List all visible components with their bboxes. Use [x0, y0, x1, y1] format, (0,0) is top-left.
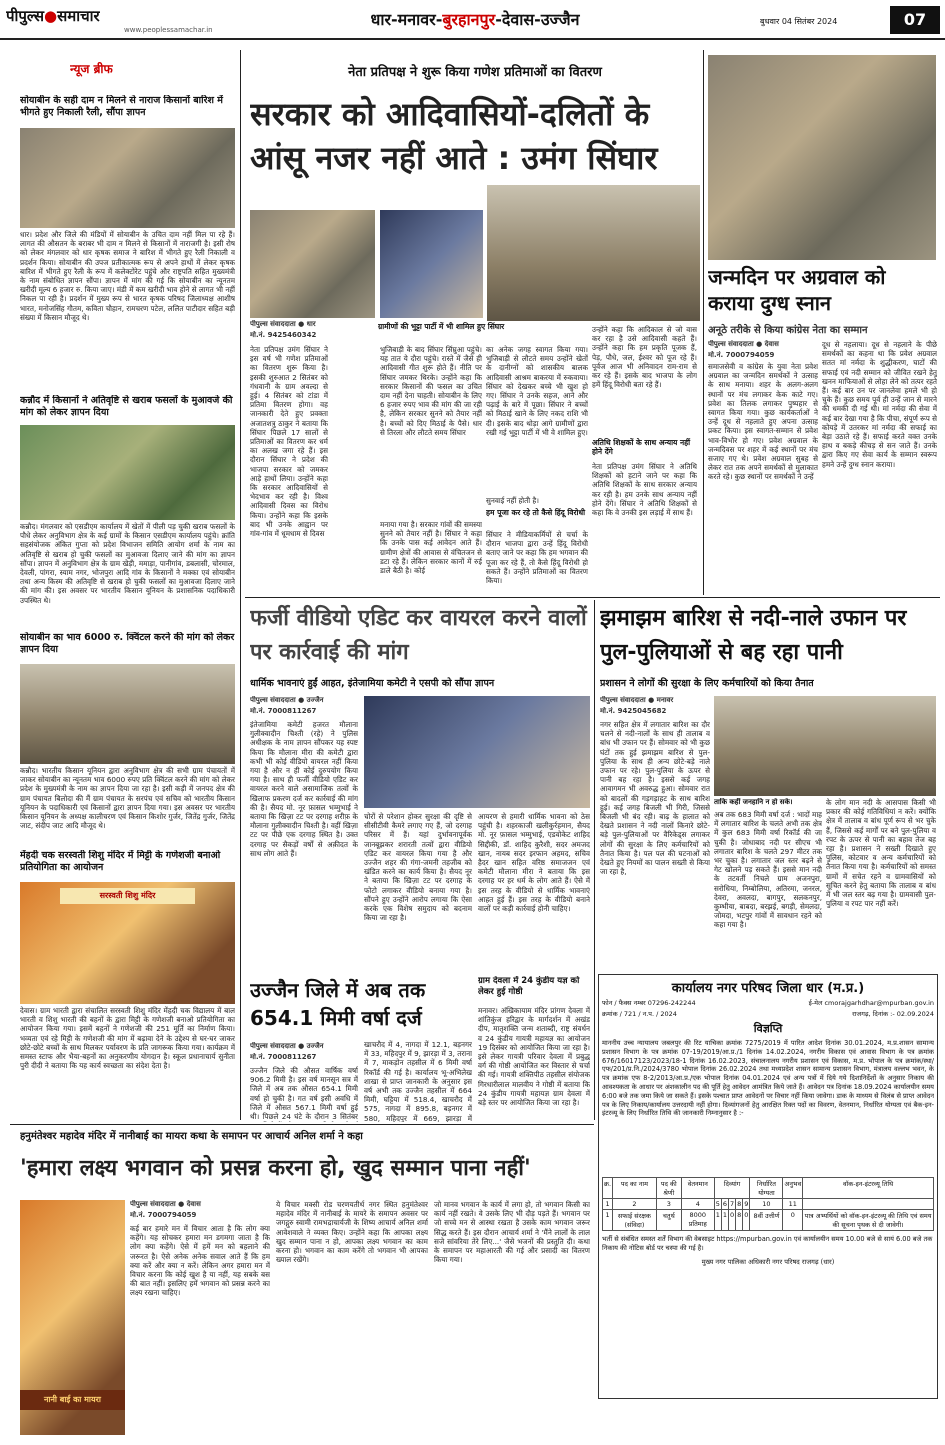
video-photo	[364, 696, 590, 808]
lead-col-5: सिंघार ने मीडियाकर्मियों से चर्चा के दौरान भाजपा द्वारा उन्हें हिंदू विरोधी बताए जाने पर कहा कि हम भगवान की पूजा कर रहे हैं, तो कैसे हिंदू विरोधी हो सकते हैं। उन्होंने प्रतिमाओं का वितरण किया।	[486, 530, 588, 586]
column-rule-right	[703, 50, 704, 595]
notice-table-row	[603, 1210, 934, 1231]
notice-th: अनुभव	[783, 1178, 803, 1199]
ujjain-rain-byline: पीपुल्स संवाददाता ● उज्जैन	[250, 1042, 324, 1050]
lead-photo-1	[250, 210, 375, 318]
lead-photo-2	[380, 210, 483, 318]
birthday-col-2: दूध से नहलाया। दूध से नहलाने के पीछे समर्थकों का कहना था कि प्रवेश अग्रवाल सतत मां नर्मदा के शुद्धीकरण, घाटों की सफाई एवं नदी सम्मान को जीवित रखने हेतु खनन माफियाओं से लोहा लेने को तत्पर रहते हैं। कई बार उन पर जानलेवा हमले भी हो चुके हैं। कुछ समय पूर्व ही उन्हें जान से मारने की धमकी दी गई थी। मां नर्मदा की सेवा में कई बार देखा गया है कि पीचा, संपूर्ण रूप से कोयड़े में उतरकर मां नर्मदा की सफाई का बेड़ा उठाते रहे हैं। सफाई करते वक्त उनके हाथ व बकड़े कीचड़ से सन जाते हैं। उनके द्वारा किए गए सेवा कार्य के सम्मान स्वरूप हमने उन्हें दुग्ध स्नान कराया।	[822, 340, 937, 469]
notice-cell: 0	[729, 1210, 736, 1231]
video-col-3: आयरण से हमारी धार्मिक भावना को ठेस पहुंची है। शहरकाजी खलीकुर्रहमान, सैयद मो. नूर फ़ासल भम्मुभाई, एडवोकेट शाहिद सिद्दीकी, डॉ. शाहिद कुरैशी, सदर अमजद खान, नायब सदर इरफान अहमद, सचिव हैदर खान सहित वरिष्ठ समाजजन एवं कमेटी मौलाना मीरा ने बताया कि इस दरगाह पर हर धर्म के लोग आते हैं। ऐसे में इस तरह के वीडियो से धार्मिक भावनाएं आहत हुई हैं। इस तरह के वीडियो बनाने वालों पर कड़ी कार्रवाई होनी चाहिए।	[478, 812, 590, 914]
flood-headline-text: झमाझम बारिश से नदी-नाले उफान पर पुल-पुलियाओं से बह रहा पानी	[600, 606, 907, 665]
notice-email[interactable]: ई-मेल cmorajgarhdhar@mpurban.gov.in	[808, 999, 934, 1007]
ujjain-rain-col-2: खाचरौद में 4, नागदा में 12.1, बड़नगर में 33, महिदपुर में 9, झारड़ा में 3, तराना में 7, माकड़ोन तहसील में 6 मिमी वर्षा रिकॉर्ड की गई है। कार्यालय भू-अभिलेख शाखा से प्राप्त जानकारी के अनुसार इस वर्ष अभी तक उज्जैन तहसील में 664 मिमी, घट्टिया में 518.4, खाचरौद में 575, नागदा में 895.8, बड़नगर में 580, महिदपुर में 669, झारड़ा में	[364, 1040, 472, 1122]
brief-3-photo	[20, 664, 235, 764]
flood-col-3: के लोग मान नदी के आसपास किसी भी प्रकार की कोई गतिविधियां न करें। क्योंकि क्षेत्र में तालाब व बांध पूर्ण रूप से भर चुके हैं, जिससे कई मार्गों पर बने पुल-पुलिया व रपट के ऊपर से पानी का बहाव तेज बह रहा है। प्रशासन ने सख्ती दिखाते हुए पुलिस, कोटवार व अन्य कर्मचारियों को तैनात किया गया है। कर्मचारियों को समस्त ग्रामों में सचेत रहने व ग्रामवासियों को सूचित करने हेतु बताया कि तालाब व बांध में भी जल स्तर बढ़ गया है। ग्रामवासी पुल-पुलिया व रपट पार नहीं करें।	[826, 798, 936, 909]
notice-num	[803, 1199, 934, 1210]
notice-table-header	[603, 1178, 934, 1199]
notice-date: राजगढ़, दिनांक :- 02.09.2024	[852, 1010, 934, 1018]
notice-table	[602, 1177, 934, 1231]
flood-caption: ताकि कहीं जनहानि न हो सके।	[714, 798, 793, 806]
lead-photo-3	[487, 185, 700, 321]
birthday-headline-text: जन्मदिन पर अग्रवाल को कराया दुग्ध स्नान	[708, 265, 886, 315]
flood-headline	[600, 602, 936, 674]
lead-headline-text: सरकार को आदिवासियों-दलितों के आंसू नजर नहीं आते : उमंग सिंघार	[250, 95, 658, 177]
lead-kicker-text: नेता प्रतिपक्ष ने शुरू किया गणेश प्रतिमाओं का वितरण	[348, 65, 602, 80]
notice-cell: 0	[743, 1210, 750, 1231]
lead-col-2: भुजिबाड़ी के बाद सिंघार सिंघ्रुआ पहुंचे। यह तात ये दौरा पहुंचे। रास्ते में जैसे ही आदिवासी गीत शुरू होते हैं। नीति पर सिंघार जमकर थिरके। उन्होंने कहा कि सरकार किसानों की फसल का उचित दाम नहीं देना चाहती। सोयाबीन के लिए 6 हजार रुपए भाव की मांग की जा रही है, लेकिन सरकार सुनने को तैयार नहीं है। बच्चों को दिए मिठाई के पैसे। धार से तिरला और लौटते समय सिंघार	[380, 345, 482, 437]
notice-cell: 1	[721, 1210, 728, 1231]
video-col-2: चोरों से परेशान होकर सुरक्षा की दृष्टि से सीसीटीवी कैमरे लगाए गए हैं, जो दरगाह परिसर में हैं। यहां दुर्भावनापूर्वक जानबूझकर शरारती तत्वों द्वारा वीडियो एडिट कर वायरल किया गया है और उज्जैन शहर की गंगा-जमनी तहजीब को खंडित करने का कार्य किया है। सैयद नूर ने बताया कि खिज़ा टट पर दरगाह के फोटो लगाकर वीडियो बनाया गया है। सौंपने हुए उन्होंने आरोप लगाया कि ऐसा करके एक विशेष समुदाय को बदनाम किया जा रहा है।	[364, 812, 472, 923]
notice-num: 4	[681, 1199, 714, 1210]
flood-photo	[714, 696, 936, 796]
issue-date: बुधवार 04 सितंबर 2024	[760, 17, 838, 26]
brief-3-body: कन्नौद। भारतीय किसान यूनियन द्वारा अनुविभाग क्षेत्र की सभी ग्राम पंचायतों में जाकर सोयाबीन का न्यूनतम भाव 6000 रुपए प्रति क्विंटल करने की मांग को लेकर प्रदेश के मुख्यमंत्री के नाम का ज्ञापन दिया जा रहा है। इसी कड़ी में जनपद क्षेत्र की ग्राम पंचायत बिलोदा की मैं ग्राम पंचायत के सरपंच एवं सचिव को भारतीय किसान यूनियन के पदाधिकारी एवं किसानों द्वारा ज्ञापन दिया गया। इस अवसर पर भारतीय किसान यूनियन के अध्यक्ष कालीचरण एवं किसान किशोर गुर्जर, जितेंद्र गुर्जर, जितेंद्र जाट, संदीप जाट आदि मौजूद थे।	[20, 766, 235, 831]
katha-photo-banner: नानी बाई का मायरा	[20, 1390, 125, 1410]
column-rule-mid	[594, 600, 595, 1120]
notice-th: पद का नाम	[613, 1178, 657, 1199]
lead-col-6-head: अतिथि शिक्षकों के साथ अन्याय नहीं होने देंगे	[592, 438, 691, 456]
flood-subhead: प्रशासन ने लोगों की सुरक्षा के लिए कर्मचारियों को किया तैनात	[600, 678, 814, 689]
flood-byline: पीपुल्स संवाददाता ● मनावर	[600, 696, 674, 704]
brief-2-photo	[20, 425, 235, 520]
brief-3-headline	[20, 632, 235, 662]
notice-num: 6	[722, 1200, 728, 1208]
brief-1-body: धार। प्रदेश और जिले की मंडियों में सोयाबीन के उचित दाम नहीं मिल पा रहे हैं। लागत की औसतन के बराबर भी दाम न मिलने से किसानों में नाराजगी है। इसी रोष को लेकर मंगलवार को धार कृषक समाज ने बारिश में भीगते हुए रैली निकाली व प्रदर्शन किया। सोयाबीन की उपज प्रतीकात्मक रूप से अपने हाथों में लेकर कृषक बारिश में भीगते हुए रैली के रूप में कलेक्टोरेट पहुंचे और राष्ट्रपति सहित मुख्यमंत्री के नाम संबोधित ज्ञापन सौंपा। ज्ञापन में मांग की गई कि सोयाबीन का न्यूनतम खरीदी मूल्य 6 हजार रु. किया जाए। मंडी में कम खरीदी भाव होने से लागत भी नहीं निकल पा रही है। प्रदर्शन में मुख्य रूप से भारत कृषक परिषद जिलाध्यक्ष आशीष भारत, मनोजसिंह गौतम, कविता चौहान, रामचरण पटेल, ललित पाटीदार सहित बड़ी संख्या में किसान मौजूद थे।	[20, 230, 235, 322]
katha-photo	[20, 1200, 125, 1435]
brief-4-headline	[20, 850, 235, 880]
brief-1-headline-text: सोयाबीन के सही दाम न मिलने से नाराज किसानों बारिश में भीगते हुए निकाली रैली, सौंपा ज्ञापन	[20, 95, 223, 118]
notice-cell: 8	[736, 1210, 743, 1231]
notice-num: 7	[730, 1200, 735, 1208]
birthday-headline	[708, 264, 936, 319]
notice-th: पद की श्रेणी	[656, 1178, 681, 1199]
notice-cell: सफाई संरक्षक (संविदा)	[613, 1210, 657, 1231]
brief-3-headline-text: सोयाबीन का भाव 6000 रु. क्विंटल करने की मांग को लेकर ज्ञापन दिया	[20, 632, 235, 655]
notice-num: 8	[737, 1200, 742, 1208]
section-title	[300, 8, 650, 34]
birthday-subhead: अनूठे तरीके से किया कांग्रेस नेता का सम्मान	[708, 325, 868, 336]
ujjain-rain-headline-text: उज्जैन जिले में अब तक 654.1 मिमी वर्षा दर्ज	[250, 978, 426, 1030]
notice-num: 2	[613, 1199, 657, 1210]
column-rule-left	[240, 50, 241, 1120]
flood-phone: मो.नं. 9425045682	[600, 707, 667, 715]
notice-cell: चतुर्थ	[656, 1210, 681, 1231]
katha-phone: मो.नं. 7000794059	[130, 1211, 197, 1219]
ujjain-rain-phone: मो.नं. 7000811267	[250, 1053, 317, 1061]
school-banner: सरस्वती शिशु मंदिर	[60, 888, 195, 904]
brief-1-photo	[20, 128, 235, 228]
lead-col-4b: सुनवाई नहीं होती है।	[486, 496, 539, 505]
lead-col-5-head: हम पूजा कर रहे तो कैसे हिंदू विरोधी	[486, 508, 586, 517]
section-b: बुरहानपुर	[442, 10, 496, 29]
notice-th: वेतनमान	[681, 1178, 714, 1199]
notice-phone: फोन / फैक्स नम्बर 07296-242244	[602, 999, 696, 1007]
page-number: 07	[890, 6, 940, 34]
notice-office: कार्यालय नगर परिषद जिला धार (म.प्र.)	[671, 981, 865, 996]
birthday-photo	[708, 55, 936, 260]
horizontal-rule-mid	[245, 597, 940, 598]
notice-cell: 0	[783, 1210, 803, 1231]
video-subhead: धार्मिक भावनाएं हुईं आहत, इंतेजामिया कमेटी ने एसपी को सौंपा ज्ञापन	[250, 678, 495, 689]
notice-body: माननीय उच्च न्यायालय जबलपुर की रिट याचिका क्रमांक 7275/2019 में पारित आदेश दिनांक 30.01.2024, म.प्र.शासन सामान्य प्रशासन विभाग के पत्र क्रमांक 07-19/2019/आ.प्र./1 दिनांक 14.02.2024, नगरीय विकास एवं आवास विभाग के पत्र क्रमांक 676/16017123/2023/18-1 दिनांक 16.02.2023, संचालनालय नगरीय प्रशासन एवं विकास, म.प्र. भोपाल के पत्र क्रमांक/स्था/एफ/201/प्र.नि./2024/3780 भोपाल दिनांक 26.02.2024 तथा मध्यप्रदेश शासन सामान्य प्रशासन विभाग, मंत्रालय वल्लभ भवन, के पत्र क्रमांक एफ 8-2/2013/आ.प्र./एक भोपाल दिनांक 04.01.2024 एवं अन्य पत्रों में दिये गये दिशानिर्देशों के अनुसार निकाय की आवश्यकता के आधार पर अंशकालीन पद की पूर्ति हेतु आवेदन आमंत्रित किये जाते हैं। आवेदन पत्र दिनांक 18.09.2024 कार्यालयीन समय 6:00 बजे तक जमा किये जा सकते हैं। इसके पश्चात प्राप्त आवेदनों पर विचार नहीं किया जावेगा। डाक के माध्यम से विलंब से प्राप्त आवेदन पत्र के लिए निकाय/कार्यालय उत्तरदायी नहीं होगा। दिव्यांगजनों हेतु आरक्षित रिक्त पदों का विवरण, वेतनमान, निर्धारित योग्यता एवं बैक-इन-इंटरव्यू के लिए निर्धारित तिथि की जानकारी निम्नानुसार है :-	[602, 1039, 934, 1118]
katha-kicker: हनुमंतेश्वर महादेव मंदिर में नानीबाई का मायरा कथा के समापन पर आचार्य अनिल शर्मा ने कहा	[20, 1131, 363, 1142]
logo-text-a: पीपुल्स	[6, 7, 45, 25]
video-byline: पीपुल्स संवाददाता ● उज्जैन	[250, 696, 324, 704]
lead-col-3: मनाया गया है। सरकार गांवों की समस्या सुनने को तैयार नहीं है। सिंघार ने कहा कि उनके पास कई आवेदन आते हैं। ग्रामीण क्षेत्रों की आवास से वंचितजन से डटा रहे हैं। लेकिन सरकार कानों में रुई डाले बैठी है। कोई	[380, 520, 482, 576]
notice-th: वॉक-इन-इंटरव्यू तिथि	[803, 1178, 934, 1199]
section-c: -देवास-उज्जैन	[495, 10, 580, 29]
brief-4-body: देवास। ग्राम भारती द्वारा संचालित सरस्वती शिशु मंदिर मेंहदी चक विद्यालय में बाल भारती व शिशु भारती की बहनों के द्वारा मिट्टी के गणेशजी बनाओ प्रतियोगिता का आयोजन किया गया। इसमें बहनों ने गणेशजी की 251 मूर्ति का निर्माण किया। भव्यता एवं रहे मिट्टी के गणेशजी की मांग में बढ़ावा देने के उद्देश्य से घर-घर जाकर छोटे-छोटे बच्चों के साथ मिलकर पर्यावरण के प्रति जागरूक किया गया। कार्यक्रम में समस्त स्टाफ और भैया-बहनों का अनुकरणीय योगदान है। स्कूल प्रधानाचार्य सुनीता पुरी दीदी ने बताया कि यह कार्य स्वच्छता का संदेश देता है।	[20, 1006, 235, 1071]
notice-cell: 8000 प्रतिमाह	[681, 1210, 714, 1231]
logo-text-b: समाचार	[57, 7, 100, 25]
lead-photo-caption: ग्रामीणों की भुट्टा पार्टी में भी शामिल हुए सिंघार	[378, 322, 505, 331]
katha-byline: पीपुल्स संवाददाता ● देवास	[130, 1200, 201, 1208]
lead-col-1: नेता प्रतिपक्ष उमंग सिंघार ने इस वर्ष भी गणेश प्रतिमाओं का वितरण शुरू किया है। इसकी शुरुआत 2 सितंबर को गंधवानी के ग्राम अवल्दा से हुई। 4 सितंबर को टांडा में प्रतिमा वितरण होगा। वह जानकारी देते हुए प्रवक्ता अजातशत्रु ठाकुर ने बताया कि सिंघार पिछले 17 सालों से प्रतिमाओं का वितरण कर धर्म का अलख जगा रहे हैं। इस दौरान सिंघार ने प्रदेश की भाजपा सरकार को जमकर आड़े हाथों लिया। उन्होंने कहा कि सरकार आदिवासियों से भेदभाव कर रही है। विश्व आदिवासी दिवस का विरोध किया। उन्होंने कहा कि इसके बाद भी उनके आह्वान पर गांव-गांव में धूमधाम से दिवस	[250, 345, 328, 539]
section-a: धार-मनावर-	[370, 10, 443, 29]
flood-col-2: अब तक 683 मिमी वर्षा दर्ज : भादों माह में लगातार बारिश के चलते अभी तक क्षेत्र में कुल 683 मिमी वर्षा रिकॉर्ड की जा चुकी है। जोधाबाद नदी पर सीएच भी लगातार बारिश के चलते 297 मीटर तक भर चुका है। लगातार जल स्तर बढ़ने से गेट खोलने पड़ सकते हैं। इससे मान नदी के तटवर्ती निचले ग्राम अजनपुरा, सरोधिया, निम्बोलिया, अतिरमा, जनरल, देवरा, अवलदा, बागपुर, सलकनपुर, कुम्भीया, बाबदा, बरझई, बगड़ी, सेमलदा, जोमदा, भटपुर गांवों में सावधान रहने को कहा गया है।	[714, 810, 822, 930]
video-phone: मो.नं. 7000811267	[250, 707, 317, 715]
birthday-col-1: समाजसेवी व कांग्रेस के युवा नेता प्रवेश अग्रवाल का जन्मदिन समर्थकों ने उत्साह के साथ मनाया। शहर के अलग-अलग स्थानों पर मंच लगाकर केक काटे गए। प्रवेश का तिलक लगाकर पुष्पहार से स्वागत किया गया। कुछ कार्यकर्ताओं ने उन्हें दूध से नहलाते हुए अपना उत्साह प्रकट किया। इस स्वागत-सम्मान से प्रवेश भाव-विभोर हो गए। प्रवेश अग्रवाल के जन्मदिवस पर शहर में कई स्थानों पर मंच सजाए गए थे। प्रवेश अग्रवाल सुबह से लेकर रात तक अपने समर्थकों से मुलाकात करते रहे। कुछ स्थानों पर समर्थकों ने उन्हें	[708, 362, 818, 482]
newspaper-logo	[6, 6, 100, 26]
notice-num: 11	[783, 1199, 803, 1210]
ujjain-rain-headline	[250, 976, 470, 1038]
logo-dot-icon: ●	[44, 7, 58, 25]
notice-title: विज्ञप्ति	[753, 1022, 783, 1035]
notice-ref: क्रमांक / 721 / न.प. / 2024	[602, 1010, 677, 1018]
notice-contact	[602, 998, 934, 1007]
news-brief-tag: न्यूज ब्रीफ	[70, 62, 113, 76]
katha-col-2: ये विचार मक्सी रोड चरणयतीर्थ नगर स्थित हनुमंतेश्वर महादेव मंदिर में नानीबाई के मायरे के समापन अवसर पर जगद्गुरु स्वामी रामभद्राचार्यजी के शिष्य आचार्य अनिल शर्मा आवेशवाले ने व्यक्त किए। उन्होंने कहा कि आपका लक्ष्य खुद सम्मान पाना न हो, आपका लक्ष्य भगवान का काम करना हो। भगवान का काम करेंगे तो भगवान भी आपका ख्याल रखेंगे।	[276, 1200, 428, 1265]
yagya-body: मनावर। अंखिकायाम मंदिर प्रांगण देवला में शांतिकुंज हरिद्वार के मार्गदर्शन में अखंड दीप, मातृशक्ति जन्म शताब्दी, राष्ट्र संवर्धन व 24 कुंडीय गायत्री महायज्ञ का आयोजन 19 दिसंबर को आयोजित किया जा रहा है। इसे लेकर गायत्री परिवार देवला में प्रबुद्ध वर्ग की गोष्ठी आयोजित कर विस्तार से चर्चा की गई। गायत्री शक्तिपीठ तहसील संयोजक गिरधारीलाल मालवीय ने गोष्ठी में बताया कि 24 कुंडीय गायत्री महायज्ञ ग्राम देवला में बड़े स्तर पर आयोजित किया जा रहा है।	[478, 1006, 590, 1108]
katha-col-1: कई बार हमारे मन में विचार आता है कि लोग क्या कहेंगे। यह सोचकर हमारा मन डगमगा जाता है कि लोग क्या कहेंगे। ऐसे में हमें मन को बहलाने की जरूरत है। ऐसे अनेक अनेक सवाल आते हैं कि हम क्या करें और क्या न करें। लेकिन अगर हमारा मन में विचार करना कि कोई खुश है या नहीं, यह सबके बस की बात नहीं। इसलिए हमें भगवान को प्रसन्न करने का लक्ष्य रखना चाहिए।	[130, 1224, 270, 1298]
horizontal-rule-katha	[10, 1124, 594, 1125]
notice-th: निर्धारित योग्यता	[750, 1178, 783, 1199]
site-url[interactable]: www.peoplessamachar.in	[124, 26, 213, 34]
lead-col-4: का अनेक जगह स्वागत किया गया। भुजिबाड़ी से लौटते समय उन्होंने खेतों के दानीग्नों को शासकीय बालक आदिवासी आश्रम बाकरया में रुकवाया। सिंघार को देखकर बच्चे भी खुश हो गए। सिंघार ने उनके सहज, आने और पढ़ाई के बारे में पूछा। सिंघार ने बच्चों को मिठाई खाने के लिए नकद राशि भी दी। इसके बाद थोड़ा आगे ग्रामीणों द्वारा रखी गई भुट्टा पार्टी में भी वे शामिल हुए।	[486, 345, 588, 437]
brief-4-photo	[20, 882, 235, 1004]
govt-notice	[598, 974, 938, 1399]
notice-num: 1	[603, 1199, 613, 1210]
page-header	[0, 0, 945, 40]
notice-cell: 8वीं उत्तीर्ण	[750, 1210, 783, 1231]
notice-cell: पात्र अभ्यर्थियों को वॉक-इन-इंटरव्यू की तिथि एवं समय की सूचना पृथक से दी जावेगी।	[803, 1210, 934, 1231]
notice-num: 9	[744, 1200, 749, 1208]
lead-col-6b: नेता प्रतिपक्ष उमंग सिंघार ने अतिथि शिक्षकों को हटाने जाने पर कहा कि अतिथि शिक्षकों के साथ सरकार अन्याय कर रही है। हम उनके साथ अन्याय नहीं होने देंगे। सिंघार ने अतिथि शिक्षकों से कहा कि वे उनकी इस लड़ाई में साथ हैं।	[592, 462, 697, 518]
brief-2-headline-text: कन्नौद में किसानों ने अतिवृष्टि से खराब फसलों के मुआवजे की मांग को लेकर ज्ञापन दिया	[20, 395, 233, 418]
notice-ref-row	[602, 1009, 934, 1018]
flood-col-1: नगर सहित क्षेत्र में लगातार बारिश का दौर चलने से नदी-नालों के साथ ही तालाब व बांध भी उफान पर हैं। सोमवार को भी कुछ घंटों तक हुई झमाझम बारिश से पुल-पुलिया के साथ ही अन्य छोटे-बड़े नाले उफान पर रहे। पुल-पुलिया के ऊपर से पानी बह रहा है। इससे कई जगह आवागमन भी अवरुद्ध हुआ। सोमवार रात को बादलों की गड़गड़ाहट के साथ बारिश हुई। कई जगह बिजली भी गिरी, जिससे बिजली भी बंद रही। बाढ़ के हालात को देखते प्रशासन ने नदी नालों किनारे छोटे-बड़े पुल-पुलियाओं पर वैरिकेड्स लगाकर लोगों की सुरक्षा के लिए कर्मचारियों को तैनात किया है। पल पल की घटनाओं को देखते हुए नियमों का पालन सख्ती से किया जा रहा है,	[600, 720, 710, 877]
katha-col-3: जो मानव भगवान के कार्य में लगा हो, तो भगवान किसी का कार्य नहीं रखते। वे उसके लिए भी दौड़ पड़ते हैं। भगवान पर जो सच्चे मन से आस्था रखता है उसके काम भगवान जरूर सिद्ध करते हैं। इस दौरान आचार्य शर्मा ने 'मैंने लालों के लाल सजे सांवरिया तेरे लिए...' जैसे भजनों की प्रस्तुति दी। कथा के समापन पर महाआरती की गई और प्रसादी का वितरण किया गया।	[434, 1200, 590, 1265]
notice-th: दिव्यांग	[714, 1178, 750, 1199]
katha-quote: 'हमारा लक्ष्य भगवान को प्रसन्न करना हो, खुद सम्मान पाना नहीं'	[20, 1156, 531, 1181]
lead-phone: मो.नं. 9425460342	[250, 331, 317, 339]
video-headline-text: फर्जी वीडियो एडिट कर वायरल करने वालों पर कार्रवाई की मांग	[250, 606, 587, 665]
brief-1-headline	[20, 95, 235, 125]
notice-num: 3	[656, 1199, 681, 1210]
notice-num: 10	[750, 1199, 783, 1210]
brief-2-headline	[20, 395, 235, 423]
lead-col-gap-2	[333, 345, 378, 346]
notice-footer: भर्ती से संबंधित समस्त शर्तें विभाग की वेबसाइट https://mpurban.gov.in एवं कार्यालयीन समय 10.00 बजे से सायं 6.00 बजे तक निकाय की नोटिस बोर्ड पर चस्पा की गई है।	[602, 1235, 933, 1252]
notice-cell: 1	[714, 1210, 721, 1231]
lead-col-6: उन्होंने कहा कि आदिकाल से जो वास कर रहा है उसे आदिवासी कहते हैं। उन्होंने कहा कि हम प्रकृति पूजक हैं, पेड़, पौधे, जल, ईश्वर को पूज रहे हैं। पूर्वज आज भी अनिवादन राम-राम से कर रहे हैं। इसके बाद भाजपा के लोग हमें हिंदू विरोधी बता रहे हैं।	[592, 325, 697, 390]
notice-table-numbers	[603, 1199, 934, 1210]
video-col-1: इंतेजामिया कमेटी हजरत मौलाना गुलीक्वादीन चिश्ती (रहे) ने पुलिस अधीक्षक के नाम ज्ञापन सौंपकर यह स्पष्ट किया कि मौलाना मीरा की कमेटी द्वारा कभी भी कोई वीडियो वायरल नहीं किया गया है और न ही कोई दुरुपयोग किया गया है। साथ ही फर्जी वीडियो एडिट कर वायरल करने वाले असामाजिक तत्वों के खिलाफ प्रकरण दर्ज कर कार्रवाई की मांग की है। सैयद मो. नूर फ़ासल भम्मुभाई ने बताया कि खिज़ा टट पर दरगाह शरीफ़ के मौलाना गुलीक्वादीन चिश्ती है। वहीं खिज़ा टट पर पीछे एक दरगाह स्थित है। उक्त दरगाह पर सैकड़ों वर्षों से अक़ीदत के साथ लोग आते हैं।	[250, 720, 358, 858]
notice-cell: 1	[603, 1210, 613, 1231]
notice-num: 5	[715, 1200, 720, 1208]
video-headline	[250, 602, 590, 674]
lead-byline: पीपुल्स संवाददाता ● धार	[250, 320, 316, 328]
birthday-phone: मो.नं. 7000794059	[708, 351, 775, 359]
brief-4-headline-text: मेंहदी चक सरस्वती शिशु मंदिर में मिट्टी के गणेशजी बनाओ प्रतियोगिता का आयोजन	[20, 850, 221, 873]
birthday-byline: पीपुल्स संवाददाता ● देवास	[708, 340, 779, 348]
ujjain-rain-col-1: उज्जैन जिले की औसत वार्षिक वर्षा 906.2 मिमी है। इस वर्ष मानसून सत्र में जिले में अब तक औसत 654.1 मिमी वर्षा हो चुकी है। गत वर्ष इसी अवधि में जिले में औसत 567.1 मिमी वर्षा हुई थी। पिछले 24 घंटे के दौरान 3 सितंबर	[250, 1066, 358, 1122]
yagya-headline: ग्राम देवला में 24 कुंडीय यज्ञ को लेकर हुई गोष्ठी	[478, 976, 580, 997]
notice-th: क्र.	[603, 1178, 613, 1199]
brief-2-body: कन्नौद। मंगलवार को एसडीएम कार्यालय में खेतों में पीली पड़ चुकी खराब फसलों के पौधे लेकर अनुविभाग क्षेत्र के कई ग्रामों के किसान एसडीएम कार्यालय पहुंचे। क्रांति सहसंयोजक अंकित गुप्ता को प्रदेश विभाजन समिति आयोग शर्मा के नाम का अतिवृष्टि से खराब हो चुकी फसलों का मुआवजा दिलाए जाने की मांग का ज्ञापन सौंपा। ज्ञापन में अनुविभाग क्षेत्र के ग्राम खेड़ी, ममाड़ा, पानीगांव, डबलासी, चोरमाल, देवली, पांगरा, स्याम नगर, भोजपुरा आदि गांव के किसानों ने मक्का एवं सोयाबीन तथा अन्य किस्म की अतिवृष्टि से खराब हो चुकी फसलों का मुआवजा दिलाए जाने की मांग की। इस अवसर पर भारतीय किसान यूनियन के प्रशासनिक पदाधिकारी उपस्थित थे।	[20, 522, 235, 605]
lead-kicker	[250, 62, 700, 84]
notice-signature: मुख्य नगर पालिका अधिकारी नगर परिषद राजगढ़ (धार)	[701, 1257, 835, 1266]
